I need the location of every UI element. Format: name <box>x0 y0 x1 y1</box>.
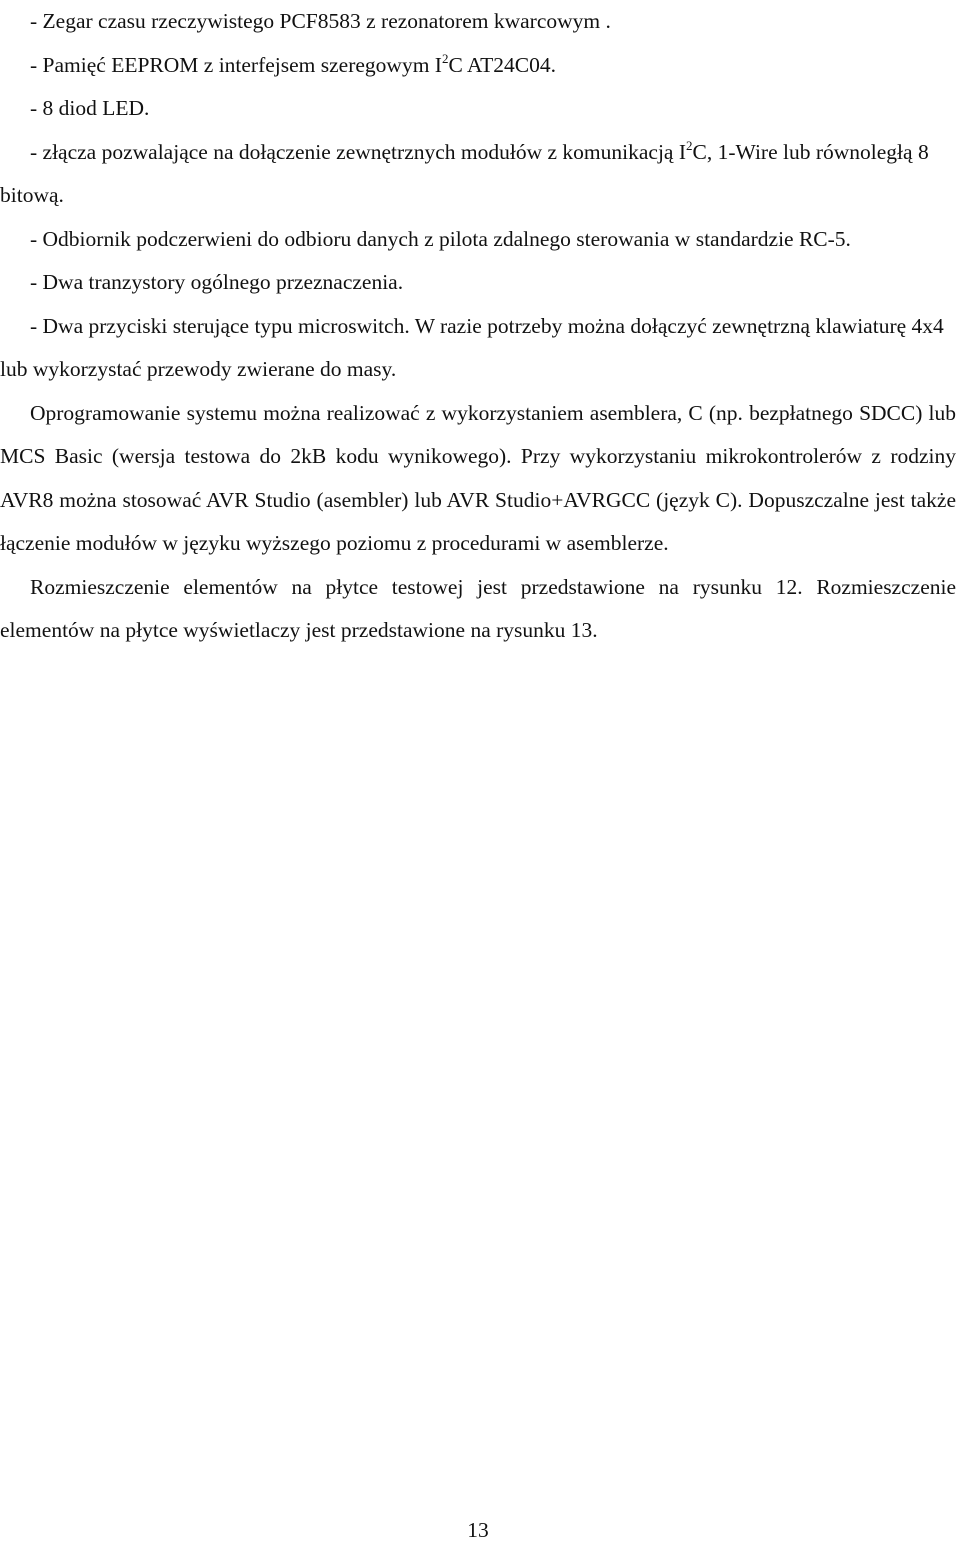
bullet-transistors: - Dwa tranzystory ogólnego przeznaczenia. <box>30 270 404 294</box>
bullet-connectors-text-start: - złącza pozwalające na dołączenie zewnętrznych modułów z komunikacją I <box>30 139 687 164</box>
page-number: 13 <box>467 1518 489 1542</box>
bullet-eeprom-superscript: 2 <box>441 50 449 66</box>
bullet-eeprom <box>0 44 956 88</box>
paragraph-software: Oprogramowanie systemu można realizować z wykorzystaniem asemblera, C (np. bezpłatnego SDCC) lub MCS Basic (wersja testowa do 2kB kodu wynikowego). Przy wykorzystaniu mikrokontrolerów z rodziny AVR8 można stosować AVR Studio (asembler) lub AVR Studio+AVRGCC (język C). Dopuszczalne jest także łączenie modułów w języku wyższego poziomu z procedurami w asemblerze. <box>0 400 956 555</box>
bullet-microswitch: - Dwa przyciski sterujące typu microswitch. W razie potrzeby można dołączyć zewnętrzną klawiaturę 4x4 lub wykorzystać przewody zwierane do masy. <box>0 313 944 381</box>
bullet-eeprom-text-end: C AT24C04. <box>448 52 556 77</box>
bullet-eeprom-text-start: - Pamięć EEPROM z interfejsem szeregowym I <box>30 52 442 77</box>
page-content <box>0 0 956 653</box>
bullet-rtc-clock: - Zegar czasu rzeczywistego PCF8583 z rezonatorem kwarcowym . <box>30 9 611 33</box>
bullet-led-diodes: - 8 diod LED. <box>30 96 150 120</box>
bullet-connectors-text-end: C, 1-Wire lub równoległą 8 bitową. <box>0 139 929 207</box>
bullet-connectors <box>0 131 956 218</box>
bullet-ir-receiver: - Odbiornik podczerwieni do odbioru danych z pilota zdalnego sterowania w standardzie RC-5. <box>30 226 851 251</box>
bullet-connectors-superscript: 2 <box>686 137 693 153</box>
paragraph-layout-figures: Rozmieszczenie elementów na płytce testowej jest przedstawione na rysunku 12. Rozmieszczenie elementów na płytce wyświetlaczy jest przedstawione na rysunku 13. <box>0 574 956 642</box>
